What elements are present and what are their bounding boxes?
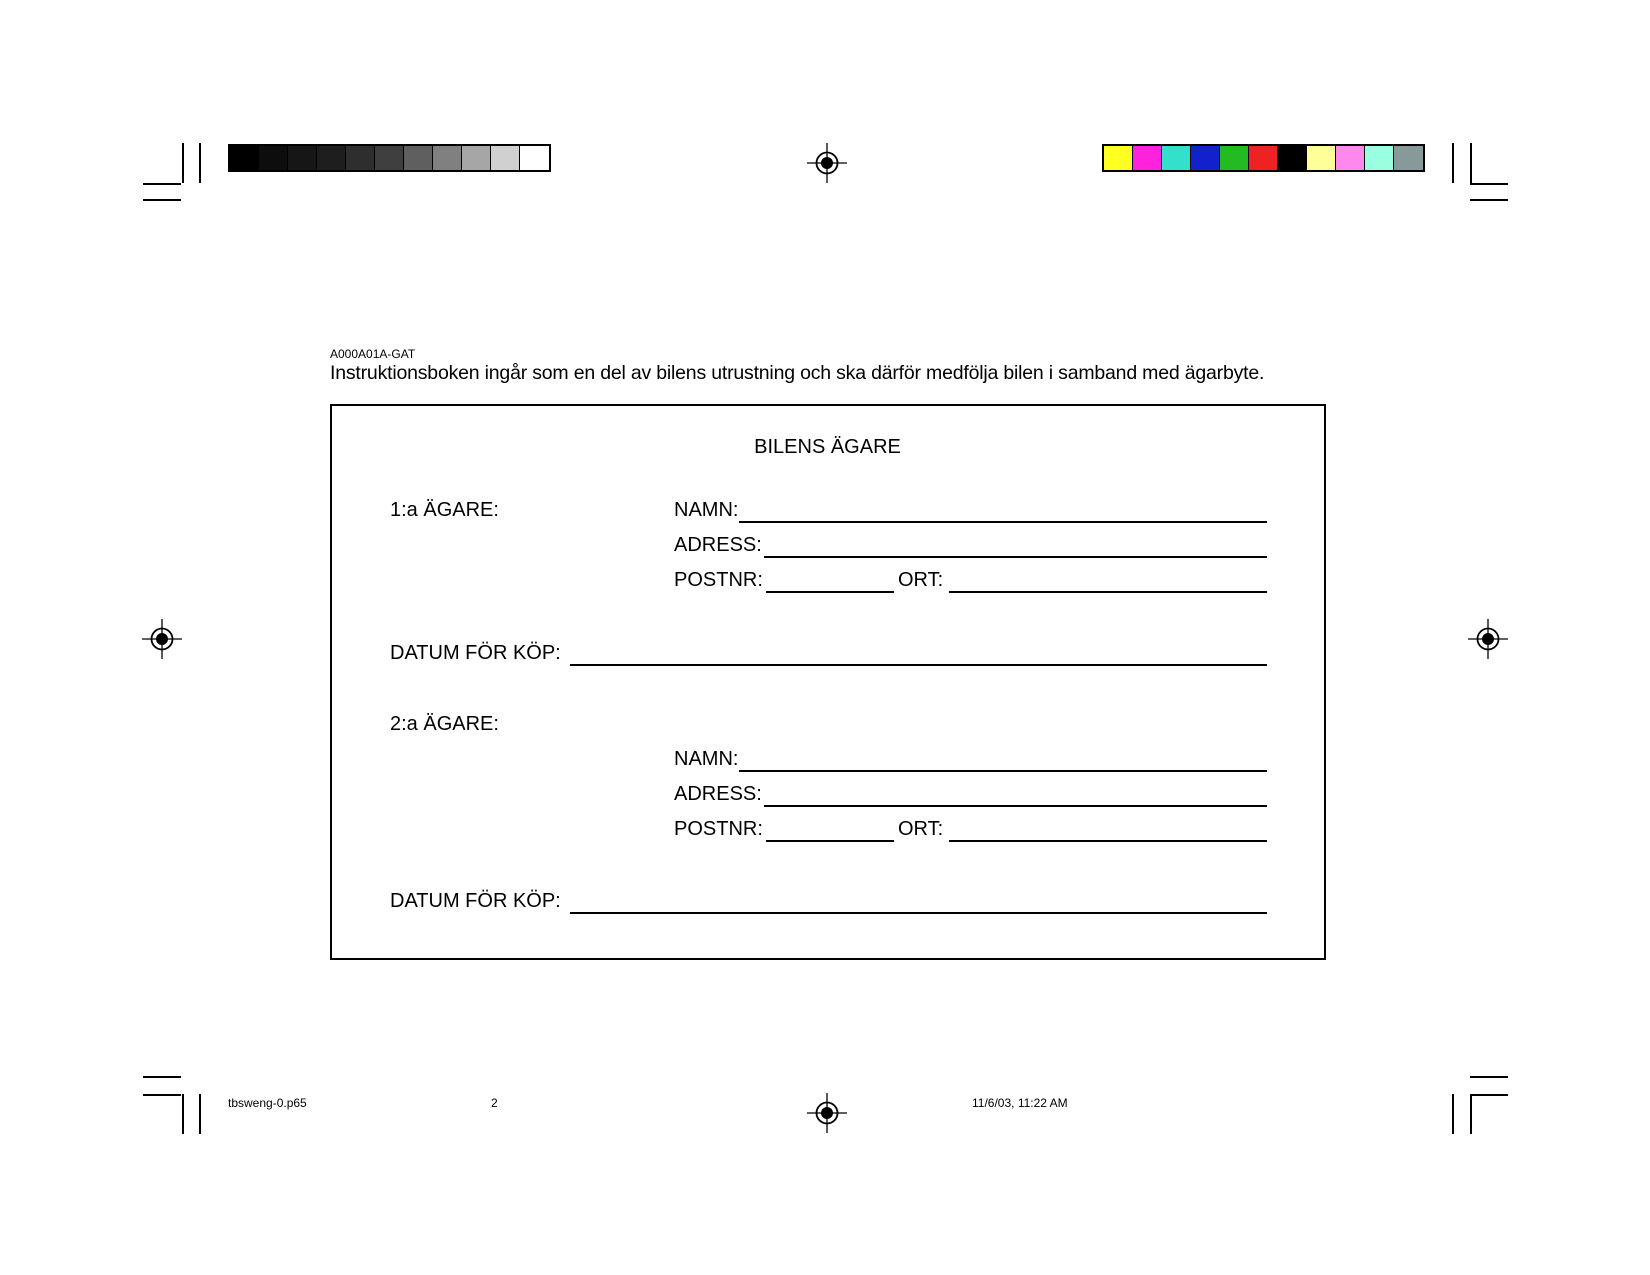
- owner1-ort-label: ORT:: [898, 569, 944, 591]
- crop-mark: [199, 1094, 201, 1134]
- crop-mark: [1470, 1094, 1508, 1096]
- color-swatch: [433, 146, 462, 170]
- form-title: BILENS ÄGARE: [754, 436, 901, 458]
- owner1-name-field[interactable]: [739, 521, 1267, 523]
- owner-form: [330, 404, 1326, 960]
- color-swatch: [259, 146, 288, 170]
- crosshair-registration-icon: [142, 619, 182, 659]
- owner1-postnr-label: POSTNR:: [674, 569, 763, 591]
- color-swatch: [1365, 146, 1394, 170]
- crop-mark: [143, 183, 181, 185]
- grayscale-bar: [228, 144, 551, 172]
- owner1-postnr-field[interactable]: [766, 591, 894, 593]
- owner2-date-label: DATUM FÖR KÖP:: [390, 890, 561, 912]
- crop-mark: [143, 1094, 181, 1096]
- color-swatch: [462, 146, 491, 170]
- color-swatch: [1249, 146, 1278, 170]
- color-swatch: [491, 146, 520, 170]
- owner2-date-field[interactable]: [570, 912, 1267, 914]
- owner2-ort-field[interactable]: [949, 840, 1267, 842]
- color-swatch: [1104, 146, 1133, 170]
- owner2-name-field[interactable]: [739, 770, 1267, 772]
- crop-mark: [1470, 143, 1472, 183]
- color-swatch: [520, 146, 549, 170]
- crosshair-registration-icon: [807, 143, 847, 183]
- crop-mark: [1470, 199, 1508, 201]
- crop-mark: [1452, 143, 1454, 183]
- crop-mark: [1470, 1076, 1508, 1078]
- crosshair-registration-icon: [1468, 619, 1508, 659]
- footer-page-number: 2: [491, 1096, 498, 1110]
- owner1-date-label: DATUM FÖR KÖP:: [390, 642, 561, 664]
- color-swatch: [1162, 146, 1191, 170]
- crop-mark: [182, 143, 184, 183]
- color-swatch: [1278, 146, 1307, 170]
- color-swatch: [404, 146, 433, 170]
- owner2-heading: 2:a ÄGARE:: [390, 713, 499, 735]
- owner2-address-label: ADRESS:: [674, 783, 762, 805]
- owner2-name-label: NAMN:: [674, 748, 739, 770]
- crop-mark: [143, 1076, 181, 1078]
- owner2-address-field[interactable]: [764, 805, 1267, 807]
- color-swatch: [1394, 146, 1423, 170]
- owner2-ort-label: ORT:: [898, 818, 944, 840]
- color-swatch: [1133, 146, 1162, 170]
- color-swatch: [1220, 146, 1249, 170]
- owner1-address-field[interactable]: [764, 556, 1267, 558]
- color-swatch: [288, 146, 317, 170]
- owner1-heading: 1:a ÄGARE:: [390, 499, 499, 521]
- crop-mark: [1452, 1094, 1454, 1134]
- footer-filename: tbsweng-0.p65: [228, 1096, 307, 1110]
- color-swatch: [1336, 146, 1365, 170]
- color-swatch: [317, 146, 346, 170]
- color-swatch: [375, 146, 404, 170]
- intro-text: Instruktionsboken ingår som en del av bilens utrustning och ska därför medfölja bilen i samband med ägarbyte.: [330, 362, 1265, 384]
- color-swatch: [346, 146, 375, 170]
- owner1-address-label: ADRESS:: [674, 534, 762, 556]
- crop-mark: [182, 1094, 184, 1134]
- owner2-postnr-field[interactable]: [766, 840, 894, 842]
- crop-mark: [143, 199, 181, 201]
- crop-mark: [199, 143, 201, 183]
- footer-timestamp: 11/6/03, 11:22 AM: [972, 1096, 1068, 1110]
- owner1-ort-field[interactable]: [949, 591, 1267, 593]
- owner1-name-label: NAMN:: [674, 499, 739, 521]
- owner1-date-field[interactable]: [570, 664, 1267, 666]
- crop-mark: [1470, 183, 1508, 185]
- crop-mark: [1470, 1094, 1472, 1134]
- crosshair-registration-icon: [807, 1093, 847, 1133]
- owner2-postnr-label: POSTNR:: [674, 818, 763, 840]
- document-code: A000A01A-GAT: [330, 347, 416, 361]
- color-swatch: [230, 146, 259, 170]
- color-swatch: [1191, 146, 1220, 170]
- color-bar: [1102, 144, 1425, 172]
- color-swatch: [1307, 146, 1336, 170]
